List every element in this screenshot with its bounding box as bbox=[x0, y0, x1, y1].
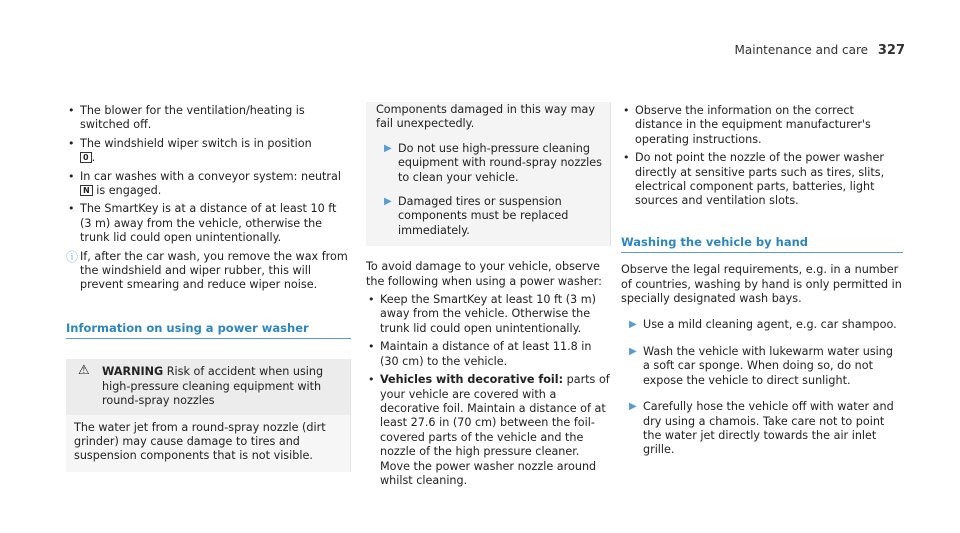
intro-paragraph: Observe the legal requirements, e.g. in a number of countries, washing by hand is only permitted in specially designated wash bays. bbox=[621, 263, 902, 306]
step-arrow-icon: ▶ bbox=[384, 196, 392, 208]
neutral-symbol: N bbox=[80, 185, 93, 196]
list-item: • Observe the information on the correct distance in the equipment manufacturer's operating instructions. bbox=[623, 104, 871, 146]
column-3 bbox=[621, 104, 903, 458]
warning-header bbox=[66, 359, 350, 414]
bullet-icon: • bbox=[68, 104, 75, 117]
step-arrow-icon: ▶ bbox=[629, 319, 637, 331]
note: ⓘ If, after the car wash, you remove the wax from the windshield and wiper rubber, this will prevent smearing and reduce wiper noise. bbox=[66, 249, 348, 292]
list-item: • Vehicles with decorative foil: parts of your vehicle are covered with a decorative foil. Maintain a distance of at least 27.6 in (70 cm) between the foil-covered parts of the vehicle and the nozzle of the high pressure cleaner. Move the power washer nozzle around whilst cleaning. bbox=[368, 373, 610, 487]
section-heading: Washing the vehicle by hand bbox=[621, 235, 903, 253]
box-intro: Components damaged in this way may fail unexpectedly. bbox=[376, 103, 595, 131]
bullet-list bbox=[366, 293, 611, 488]
section-title: Maintenance and care bbox=[734, 43, 869, 57]
step-arrow-icon: ▶ bbox=[384, 142, 392, 154]
bullet-icon: • bbox=[68, 202, 75, 216]
list-item: • In car washes with a conveyor system: neutral N is engaged. bbox=[68, 169, 341, 198]
bullet-icon: • bbox=[68, 136, 75, 150]
list-item: • The windshield wiper switch is in position 0 . bbox=[68, 136, 312, 165]
section-heading: Information on using a power washer bbox=[66, 321, 351, 339]
warning-triangle-icon: ⚠ bbox=[78, 363, 90, 379]
page-header bbox=[735, 43, 905, 58]
bullet-list bbox=[66, 104, 351, 246]
warning-label: WARNING bbox=[102, 365, 164, 379]
list-item: • Keep the SmartKey at least 10 ft (3 m) away from the vehicle. Otherwise the trunk lid could open unintentionally. bbox=[368, 293, 596, 335]
list-item: • Maintain a distance of at least 11.8 in (30 cm) to the vehicle. bbox=[368, 340, 592, 368]
list-item: • The blower for the ventilation/heating is switched off. bbox=[68, 104, 305, 132]
bullet-icon: • bbox=[368, 293, 375, 307]
warning-title: Risk of accident when using high-pressure cleaning equipment with round-spray nozzles bbox=[102, 365, 324, 408]
warning-body: The water jet from a round-spray nozzle (dirt grinder) may cause damage to tires and suspension components that is not visible. bbox=[66, 415, 350, 472]
foil-label: Vehicles with decorative foil: bbox=[380, 373, 564, 387]
step-arrow-icon: ▶ bbox=[629, 401, 637, 413]
warning-continuation-box bbox=[366, 102, 611, 246]
column-1 bbox=[66, 104, 351, 472]
bullet-icon: • bbox=[68, 169, 75, 183]
warning-box bbox=[66, 359, 351, 471]
position-zero-symbol: 0 bbox=[80, 152, 92, 163]
step-item: ▶ Use a mild cleaning agent, e.g. car shampoo. bbox=[629, 318, 897, 332]
bullet-list bbox=[621, 104, 903, 209]
bullet-icon: • bbox=[368, 373, 375, 387]
column-2 bbox=[366, 104, 611, 492]
step-item: ▶ Damaged tires or suspension components must be replaced immediately. bbox=[384, 195, 569, 237]
step-item: ▶ Do not use high-pressure cleaning equipment with round-spray nozzles to clean your vehicle. bbox=[384, 141, 602, 184]
step-item: ▶ Wash the vehicle with lukewarm water using a soft car sponge. When doing so, do not expose the vehicle to direct sunlight. bbox=[629, 344, 893, 387]
bullet-icon: • bbox=[623, 104, 630, 117]
list-item: • The SmartKey is at a distance of at least 10 ft (3 m) away from the vehicle, otherwise the trunk lid could open unintentionally. bbox=[68, 202, 337, 245]
info-icon: ⓘ bbox=[66, 249, 79, 264]
list-item: • Do not point the nozzle of the power washer directly at sensitive parts such as tires, slits, electrical component parts, batteries, light sources and ventilation slots. bbox=[623, 151, 885, 208]
bullet-icon: • bbox=[368, 340, 375, 354]
page-number: 327 bbox=[877, 43, 905, 58]
intro-paragraph: To avoid damage to your vehicle, observe the following when using a power washer: bbox=[366, 260, 602, 288]
step-arrow-icon: ▶ bbox=[629, 345, 637, 357]
step-item: ▶ Carefully hose the vehicle off with water and dry using a chamois. Take care not to point the water jet directly towards the air inlet grille. bbox=[629, 400, 894, 457]
bullet-icon: • bbox=[623, 151, 630, 165]
